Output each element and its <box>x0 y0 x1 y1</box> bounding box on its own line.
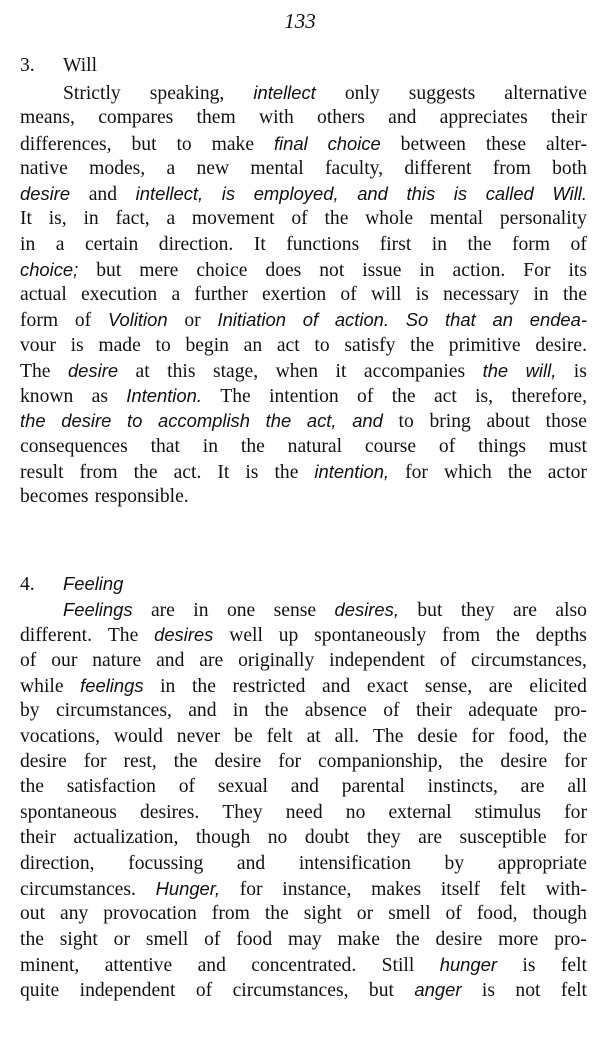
text-line: vour is made to begin an act to satisfy the primitive desire. <box>20 335 587 356</box>
text-line: minent, attentive and concentrated. Still hunger is felt <box>20 954 587 976</box>
text-line: becomes responsible. <box>20 486 189 507</box>
text-line: consequences that in the natural course of things must <box>20 436 587 457</box>
text-line: choice; but mere choice does not issue in action. For its <box>20 259 587 281</box>
text-line: their actualization, though no doubt they are susceptible for <box>20 827 587 848</box>
text-line: Strictly speaking, intellect only suggests alternative <box>63 82 587 104</box>
text-line: direction, focussing and intensification by appropriate <box>20 853 587 874</box>
text-line: native modes, a new mental faculty, different from both <box>20 158 587 179</box>
section-number: 3. <box>20 55 35 76</box>
text-line: out any provocation from the sight or smell of food, though <box>20 903 587 924</box>
section-title: Feeling <box>63 573 124 594</box>
text-line: the desire to accomplish the act, and to bring about those <box>20 410 587 432</box>
text-line: desire and intellect, is employed, and this is called Will. <box>20 183 587 205</box>
text-line: desire for rest, the desire for companionship, the desire for <box>20 751 587 772</box>
text-line: in a certain direction. It functions first in the form of <box>20 234 587 255</box>
text-line: It is, in fact, a movement of the whole mental personality <box>20 208 587 229</box>
section-heading <box>20 572 123 597</box>
text-line: means, compares them with others and appreciates their <box>20 107 587 128</box>
text-line: vocations, would never be felt at all. The desie for food, the <box>20 726 587 747</box>
section-heading <box>20 54 97 78</box>
text-line: the sight or smell of food may make the desire more pro- <box>20 929 587 950</box>
text-line: circumstances. Hunger, for instance, makes itself felt with- <box>20 878 587 900</box>
text-line: the satisfaction of sexual and parental instincts, are all <box>20 776 587 797</box>
text-line: Feelings are in one sense desires, but they are also <box>63 599 587 621</box>
text-line: spontaneous desires. They need no external stimulus for <box>20 802 587 823</box>
text-line: differences, but to make final choice between these alter- <box>20 133 587 155</box>
text-line: by circumstances, and in the absence of their adequate pro- <box>20 700 587 721</box>
text-line: form of Volition or Initiation of action. So that an endea- <box>20 309 587 331</box>
text-line: result from the act. It is the intention, for which the actor <box>20 461 587 483</box>
text-line: of our nature and are originally independent of circumstances, <box>20 650 587 671</box>
text-line: The desire at this stage, when it accompanies the will, is <box>20 360 587 382</box>
text-line: quite independent of circumstances, but anger is not felt <box>20 979 587 1001</box>
text-line: while feelings in the restricted and exact sense, are elicited <box>20 675 587 697</box>
text-line: known as Intention. The intention of the act is, therefore, <box>20 385 587 407</box>
page-number: 133 <box>284 9 316 33</box>
section-title: Will <box>63 55 98 76</box>
section-number: 4. <box>20 574 35 595</box>
text-line: different. The desires well up spontaneously from the depths <box>20 624 587 646</box>
text-line: actual execution a further exertion of will is necessary in the <box>20 284 587 305</box>
